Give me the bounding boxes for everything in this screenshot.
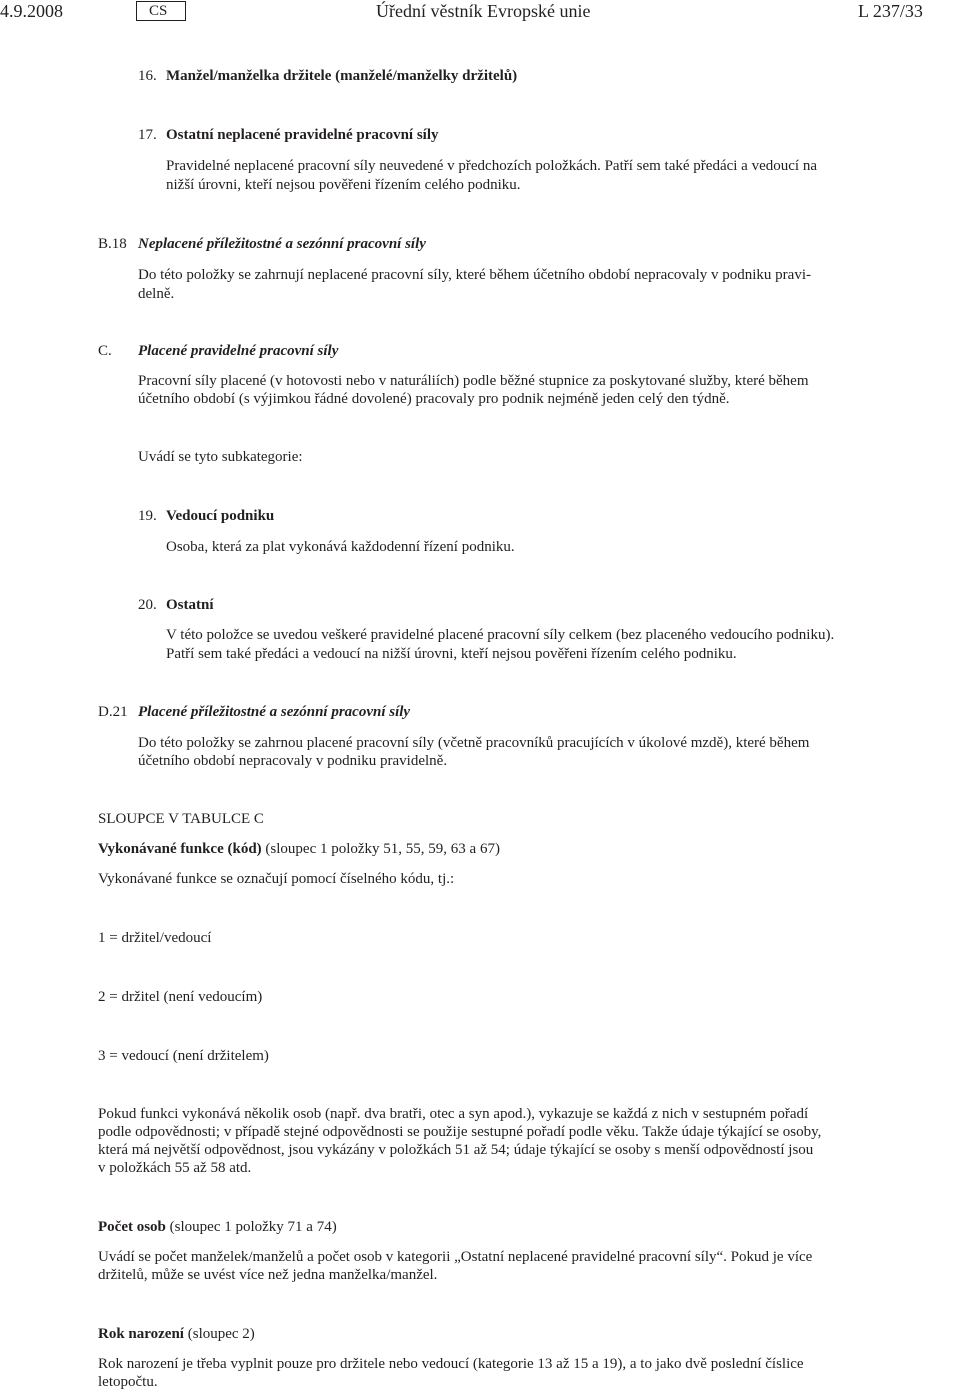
item-20-text-line2: Patří sem také předáci a vedoucí na nižší úrovni, kteří nejsou pověřeni řízením celého podniku. <box>166 646 737 662</box>
item-d21-title: Placené příležitostné a sezónní pracovní síly <box>138 704 411 720</box>
item-17-text-line2: nižší úrovni, kteří nejsou pověřeni řízením celého podniku. <box>166 177 521 193</box>
item-20-title: Ostatní <box>166 597 214 613</box>
person-count-heading <box>98 1218 337 1237</box>
function-code-heading <box>98 840 500 859</box>
code-2: 2 = držitel (není vedoucím) <box>98 989 263 1005</box>
item-16-number: 16. <box>138 68 157 84</box>
item-17-text-line1: Pravidelné neplacené pracovní síly neuvedené v předchozích položkách. Patří sem také předáci a vedoucí na <box>166 158 817 174</box>
code-3: 3 = vedoucí (není držitelem) <box>98 1048 269 1064</box>
person-count-text-line2: držitelů, může se uvést více než jedna manželka/manžel. <box>98 1267 438 1283</box>
birth-year-text-line1: Rok narození je třeba vyplnit pouze pro držitele nebo vedoucí (kategorie 13 až 15 a 19), a to jako dvě poslední číslice <box>98 1356 804 1372</box>
birth-year-title: Rok narození <box>98 1326 184 1342</box>
function-text-line3: která má největší odpovědnost, jsou vykázány v položkách 51 až 54; údaje týkající se osoby s menší odpovědností jsou <box>98 1142 814 1158</box>
item-b18-text-line2: delně. <box>138 286 175 302</box>
item-c-title: Placené pravidelné pracovní síly <box>138 343 339 359</box>
function-code-ref: (sloupec 1 položky 51, 55, 59, 63 a 67) <box>261 841 500 857</box>
function-code-title: Vykonávané funkce (kód) <box>98 841 262 857</box>
language-code: CS <box>149 3 168 19</box>
item-b18-title: Neplacené příležitostné a sezónní pracovní síly <box>138 236 426 252</box>
columns-heading: SLOUPCE V TABULCE C <box>98 811 264 827</box>
item-c-text-line1: Pracovní síly placené (v hotovosti nebo v naturáliích) podle běžné stupnice za poskytované služby, které během <box>138 373 809 389</box>
item-c-number: C. <box>98 343 112 359</box>
item-c-text-line2: účetního období (s výjimkou řádné dovolené) pracovaly pro podnik nejméně jeden celý den týdně. <box>138 391 730 407</box>
item-b18-number: B.18 <box>98 236 127 252</box>
journal-title: Úřední věstník Evropské unie <box>376 1 591 21</box>
item-20-number: 20. <box>138 597 157 613</box>
birth-year-heading <box>98 1325 255 1344</box>
item-19-title: Vedoucí podniku <box>166 508 275 524</box>
item-b18-text-line1: Do této položky se zahrnují neplacené pracovní síly, které během účetního období nepracovaly v podniku pravi- <box>138 267 811 283</box>
header-date: 4.9.2008 <box>0 1 63 21</box>
item-d21-text-line2: účetního období nepracovaly v podniku pravidelně. <box>138 753 448 769</box>
page-number: L 237/33 <box>858 1 923 21</box>
item-17-title: Ostatní neplacené pravidelné pracovní síly <box>166 127 439 143</box>
item-c-subcategories: Uvádí se tyto subkategorie: <box>138 449 303 465</box>
person-count-title: Počet osob <box>98 1219 166 1235</box>
item-d21-number: D.21 <box>98 704 128 720</box>
language-badge <box>136 1 186 21</box>
birth-year-text-line2: letopočtu. <box>98 1374 158 1390</box>
function-text-line1: Pokud funkci vykonává několik osob (např. dva bratři, otec a syn apod.), vykazuje se každá z nich v sestupném pořadí <box>98 1106 809 1122</box>
birth-year-ref: (sloupec 2) <box>183 1326 255 1342</box>
person-count-ref: (sloupec 1 položky 71 a 74) <box>165 1219 337 1235</box>
item-16-title: Manžel/manželka držitele (manželé/manželky držitelů) <box>166 68 518 84</box>
item-19-text: Osoba, která za plat vykonává každodenní řízení podniku. <box>166 539 515 555</box>
function-text-line2: podle odpovědnosti; v případě stejné odpovědnosti se použije sestupné pořadí podle věku. Takže údaje týkající se osoby, <box>98 1124 822 1140</box>
function-code-intro: Vykonávané funkce se označují pomocí číselného kódu, tj.: <box>98 871 455 887</box>
item-19-number: 19. <box>138 508 157 524</box>
function-text-line4: v položkách 55 až 58 atd. <box>98 1160 252 1176</box>
item-17-number: 17. <box>138 127 157 143</box>
item-20-text-line1: V této položce se uvedou veškeré pravidelné placené pracovní síly celkem (bez placeného vedoucího podniku). <box>166 627 835 643</box>
item-d21-text-line1: Do této položky se zahrnou placené pracovní síly (včetně pracovníků pracujících v úkolové mzdě), které během <box>138 735 810 751</box>
person-count-text-line1: Uvádí se počet manželek/manželů a počet osob v kategorii „Ostatní neplacené pravidelné pracovní síly“. Pokud je více <box>98 1249 813 1265</box>
code-1: 1 = držitel/vedoucí <box>98 930 212 946</box>
